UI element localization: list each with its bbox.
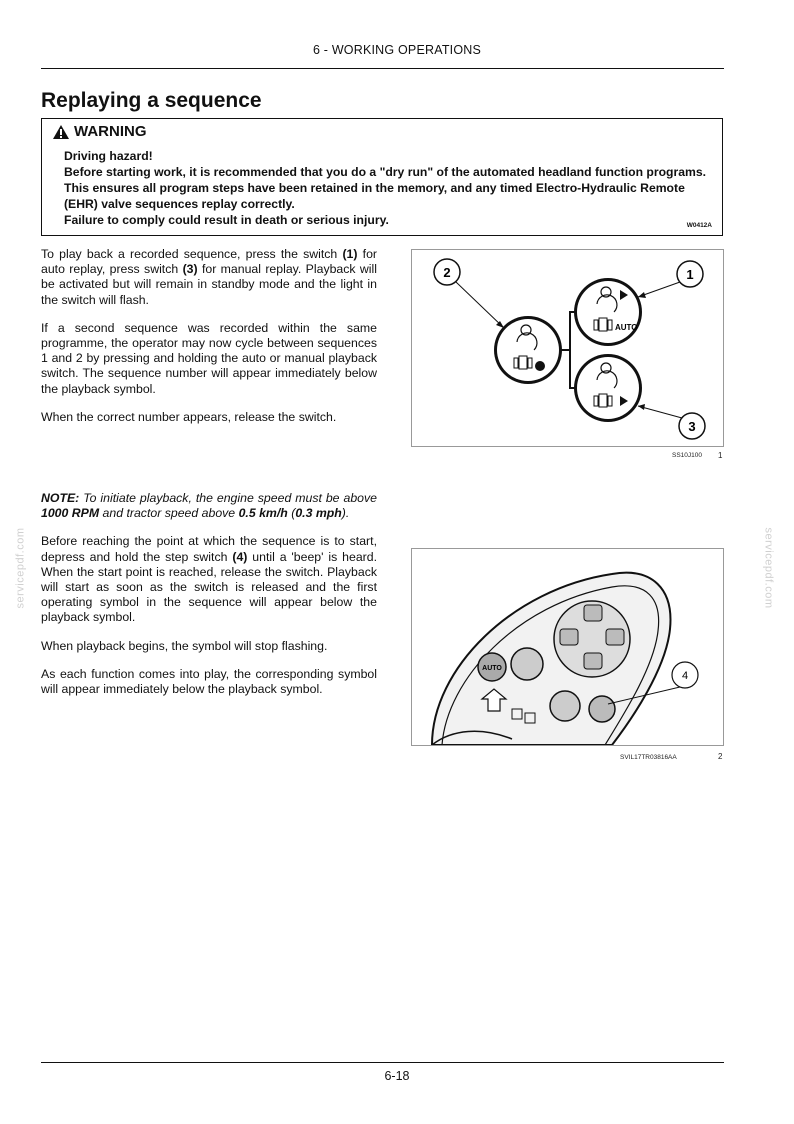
text-column-lower	[41, 491, 377, 710]
watermark-left: servicepdf.com	[14, 527, 27, 609]
warning-line-1: Driving hazard!	[64, 149, 153, 163]
warning-label: WARNING	[74, 123, 147, 140]
callout-3: 3	[688, 419, 696, 434]
running-header: 6 - WORKING OPERATIONS	[312, 43, 482, 57]
paragraph-function: As each function comes into play, the corresponding symbol will appear immediately below the playback symbol.	[41, 666, 377, 697]
warning-line-2: Before starting work, it is recommended that you do a "dry run" of the automated headland function programs. This ensures all program steps have been retained in the memory, and any timed Electro-Hydraulic Remote (EHR) valve sequences replay correctly.	[64, 165, 706, 211]
paragraph-playback: To play back a recorded sequence, press the switch (1) for auto replay, press switch (3) for manual replay. Playback will be activated but will remain in standby mode and the light in the switch will flash.	[41, 247, 377, 307]
callout-1: 1	[686, 267, 694, 282]
warning-line-3: Failure to comply could result in death or serious injury.	[64, 213, 389, 227]
figure-2-step-switch	[411, 548, 724, 746]
footer-rule	[41, 1062, 724, 1063]
warning-code: W0412A	[686, 222, 712, 229]
note: NOTE: To initiate playback, the engine speed must be above 1000 RPM and tractor speed above 0.5 km/h (0.3 mph).	[41, 491, 377, 521]
figure-2-illustration	[412, 549, 723, 745]
figure-1-playback-switches	[411, 249, 724, 447]
page-number: 6-18	[384, 1069, 410, 1083]
page-title: Replaying a sequence	[41, 89, 262, 112]
figure-1-illustration	[412, 250, 723, 446]
callout-4: 4	[681, 670, 689, 682]
figure-2-number: 2	[718, 752, 723, 761]
header-rule	[41, 68, 724, 69]
figure-2-caption: SVIL17TR03816AA	[620, 754, 677, 761]
warning-heading	[52, 123, 147, 140]
callout-2: 2	[443, 265, 451, 280]
warning-text	[64, 148, 714, 228]
paragraph-second-sequence: If a second sequence was recorded within the same programme, the operator may now cycle between sequences 1 and 2 by pressing and holding the auto or manual playback switch. The sequence number will appear immediately below the playback symbol.	[41, 320, 377, 396]
text-column-upper	[41, 247, 377, 438]
figure-1-caption: SS10J100	[672, 452, 702, 459]
paragraph-stop-flashing: When playback begins, the symbol will stop flashing.	[41, 638, 328, 653]
figure-1-number: 1	[718, 451, 723, 460]
paragraph-release: When the correct number appears, release the switch.	[41, 409, 337, 424]
auto-button-label: AUTO	[482, 665, 502, 672]
warning-triangle-icon	[52, 124, 70, 140]
warning-box	[41, 118, 723, 236]
paragraph-step-switch: Before reaching the point at which the sequence is to start, depress and hold the step switch (4) until a 'beep' is heard. When the start point is reached, release the switch. Playback will start as soon as the switch is released and the first operating symbol in the sequence will appear below the playback symbol.	[41, 534, 378, 625]
auto-label: AUTO	[615, 323, 638, 332]
watermark-right: servicepdf.com	[762, 527, 775, 609]
